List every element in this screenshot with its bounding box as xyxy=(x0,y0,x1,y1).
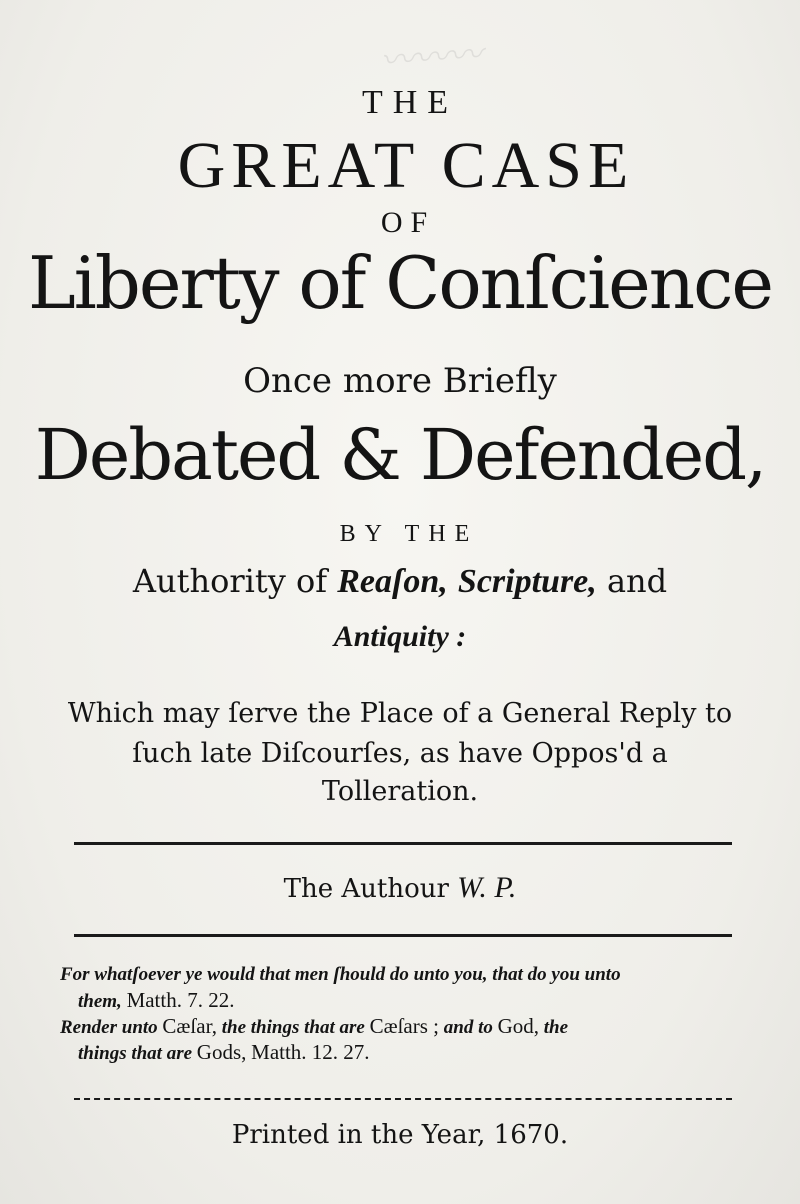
faint-handwriting-mark: 〰〰〰 xyxy=(379,36,484,81)
quote-2-gods: Gods, xyxy=(196,1040,247,1064)
authority-and: and xyxy=(606,562,668,600)
quote-2-italic-d: the xyxy=(543,1017,569,1038)
authority-reason: Reaſon, xyxy=(337,563,448,600)
author-line xyxy=(0,873,800,903)
quote-1-line-2 xyxy=(78,988,768,1013)
reply-line-1: Which may ſerve the Place of a General Reply to xyxy=(67,698,733,729)
title-liberty-of-conscience: Liberty of Conſcience xyxy=(27,241,773,325)
subtitle-authority-line xyxy=(0,562,800,600)
quote-2-reference: Matth. 12. 27. xyxy=(251,1040,370,1064)
subtitle-antiquity: Antiquity : xyxy=(333,620,467,653)
quote-1-reference: Matth. 7. 22. xyxy=(126,988,235,1012)
reply-line-2: ſuch late Diſcourſes, as have Oppos'd a xyxy=(132,738,668,769)
quote-1-continuation: them, xyxy=(78,991,122,1012)
quote-2-italic-c: and to xyxy=(443,1017,493,1038)
title-great-case: GREAT CASE xyxy=(177,129,635,202)
quote-2-italic-b: the things that are xyxy=(221,1017,365,1038)
divider-rule-bottom xyxy=(74,1098,732,1100)
authority-prefix: Authority of xyxy=(132,562,328,600)
quote-2-line-2 xyxy=(78,1040,768,1065)
imprint-line: Printed in the Year, 1670. xyxy=(231,1120,569,1150)
quote-1-text: For whatſoever ye would that men ſhould do unto you, that do you unto xyxy=(60,964,621,985)
divider-rule-middle xyxy=(74,934,732,937)
quote-1-line-1 xyxy=(60,964,750,986)
divider-rule-top xyxy=(74,842,732,845)
author-prefix: The Authour xyxy=(283,874,449,904)
author-initials: W. P. xyxy=(457,871,517,904)
subtitle-debated-defended: Debated & Defended, xyxy=(34,414,766,496)
quote-2-italic-a: Render unto xyxy=(60,1017,158,1038)
quote-2-roman-a: Cæſar, xyxy=(162,1014,217,1038)
quote-2-line-1 xyxy=(60,1014,750,1039)
subtitle-once-more: Once more Briefly xyxy=(243,361,557,401)
quote-2-roman-b: Cæſars ; xyxy=(369,1014,439,1038)
subtitle-by-the: BY THE xyxy=(339,521,479,547)
quote-2-continuation: things that are xyxy=(78,1043,193,1064)
title-of: OF xyxy=(380,206,436,239)
reply-line-3: Tolleration. xyxy=(321,776,479,807)
quote-2-roman-c: God, xyxy=(497,1014,540,1038)
title-the: THE xyxy=(361,84,459,121)
authority-scripture: Scripture, xyxy=(457,563,597,600)
